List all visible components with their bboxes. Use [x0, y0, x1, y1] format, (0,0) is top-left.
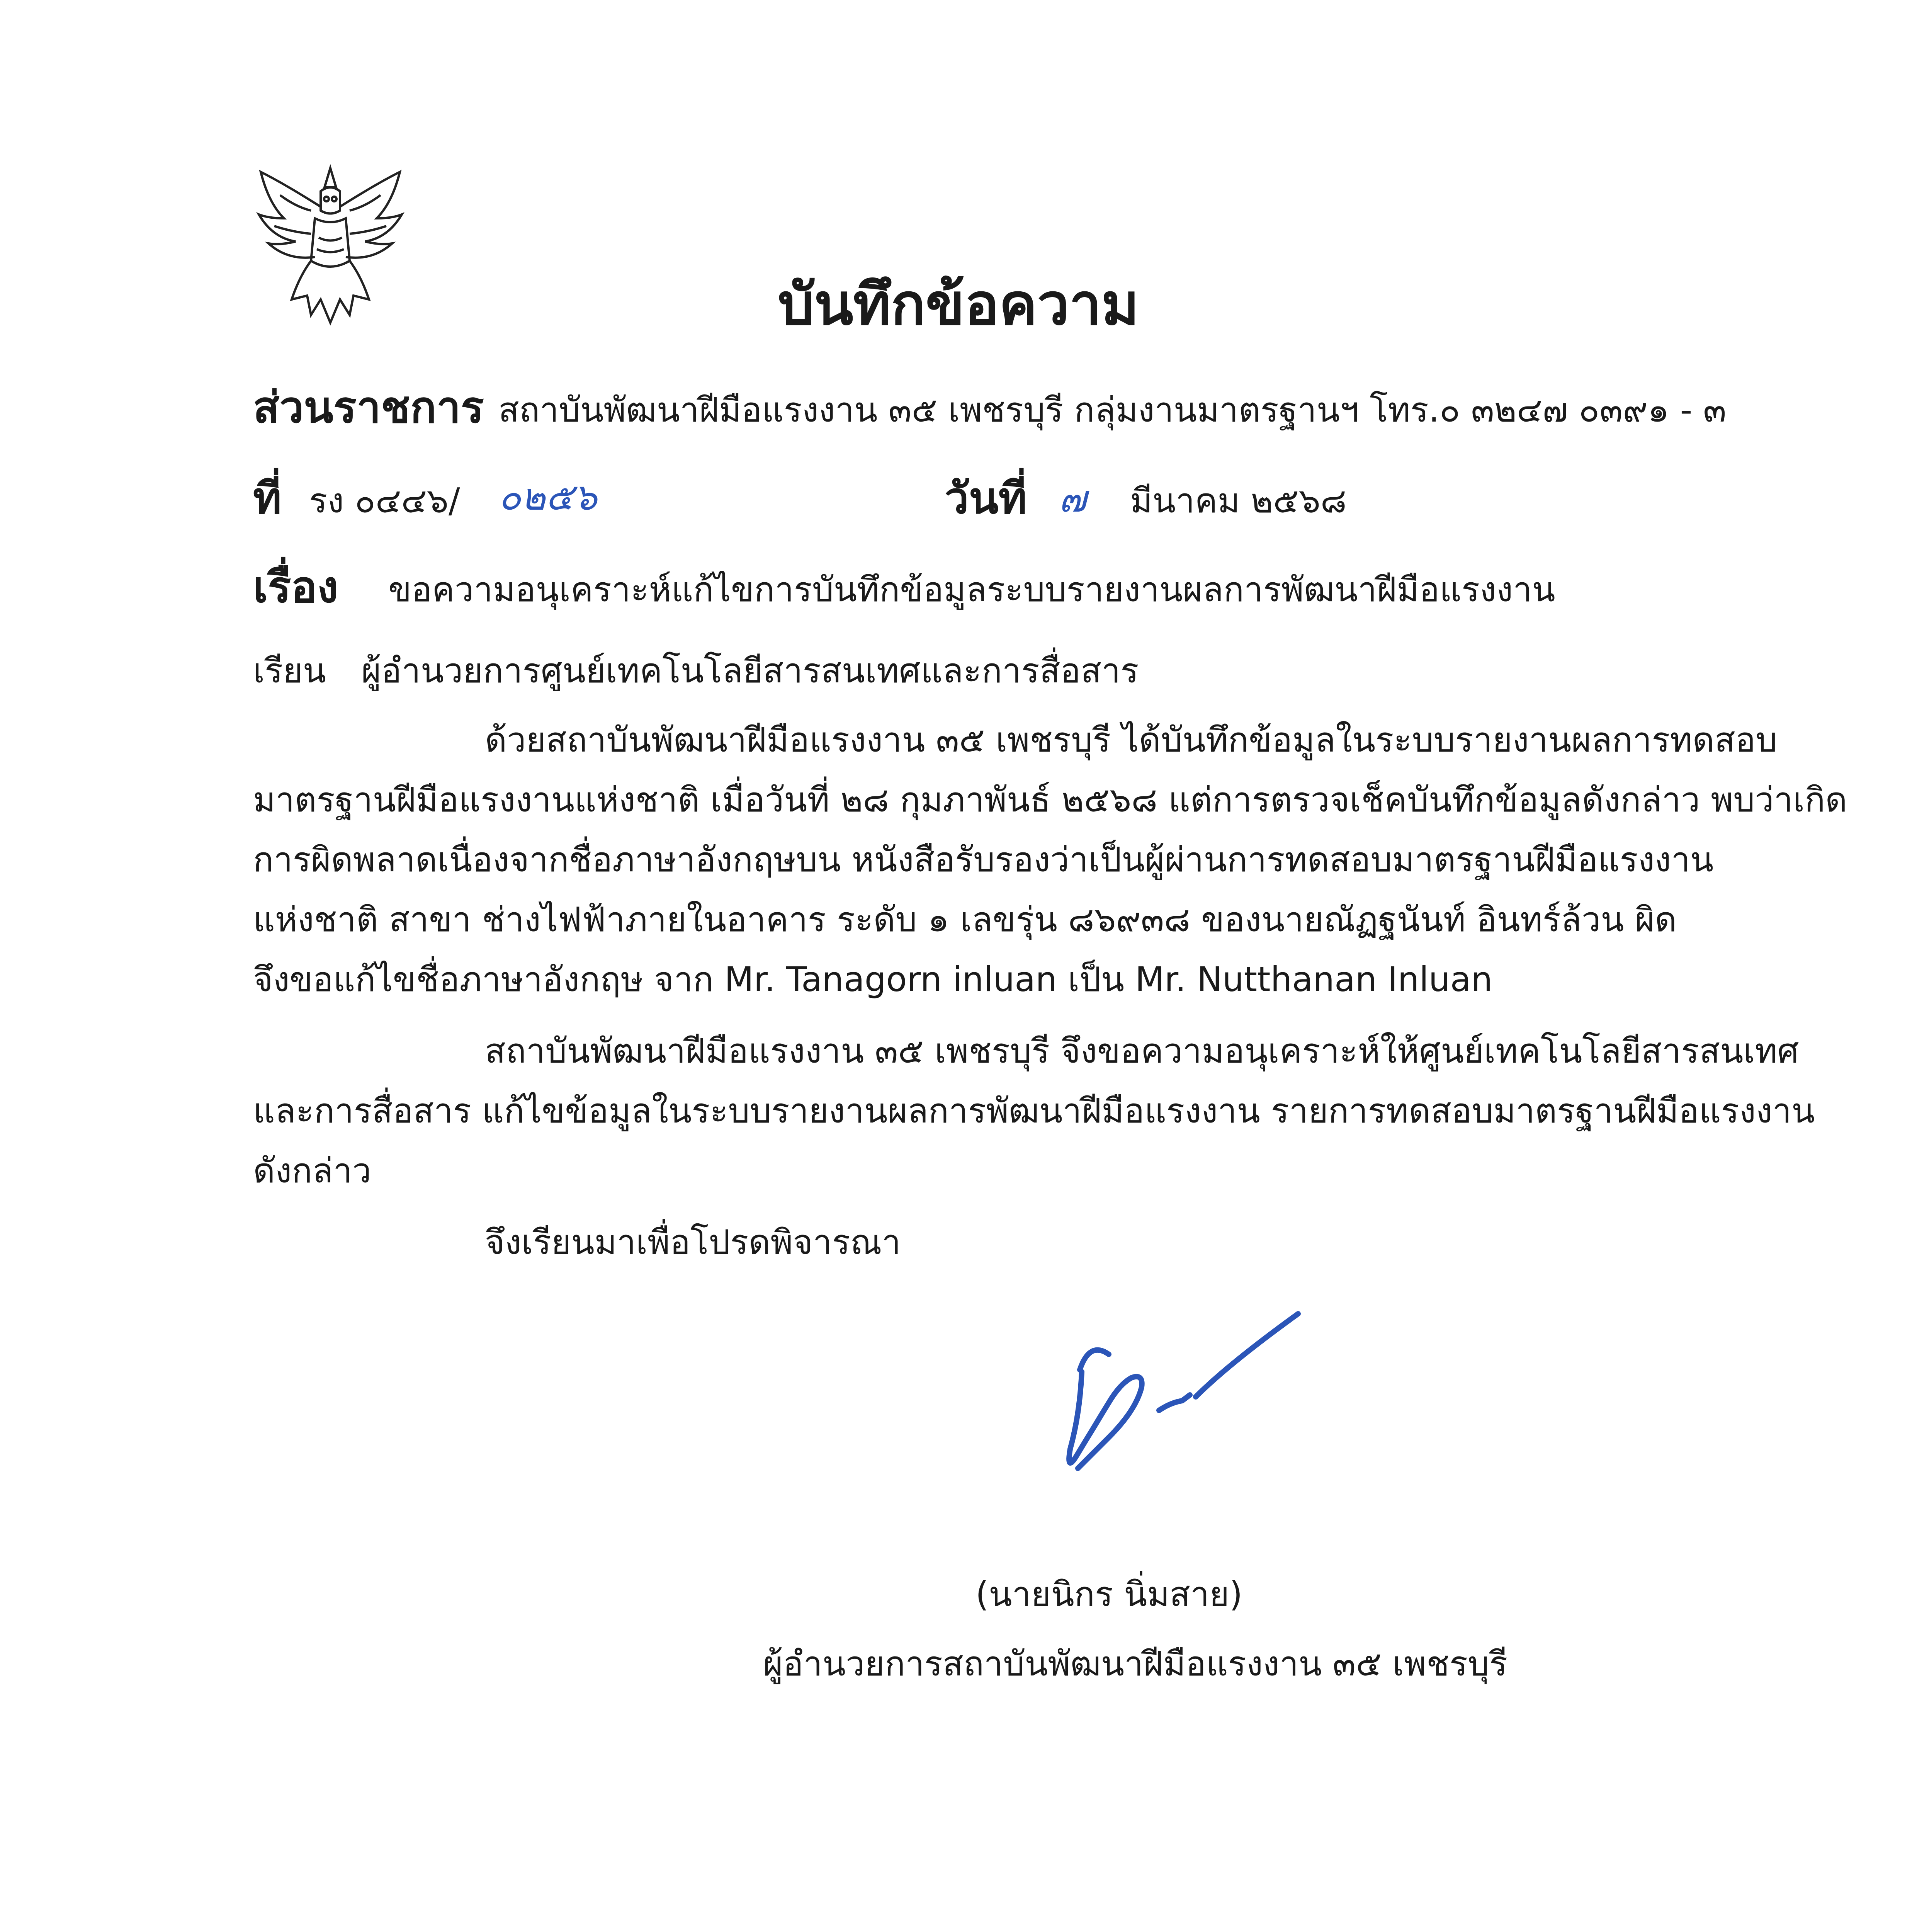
closing-line: จึงเรียนมาเพื่อโปรดพิจารณา — [485, 1222, 901, 1262]
body-p1-line-1: ด้วยสถาบันพัฒนาฝีมือแรงงาน ๓๕ เพชรบุรี ได้บันทึกข้อมูลในระบบรายงานผลการทดสอบ — [485, 720, 1778, 760]
ref-prefix: รง ๐๔๔๖/ — [309, 481, 460, 520]
signatory-position: ผู้อำนวยการสถาบันพัฒนาฝีมือแรงงาน ๓๕ เพชรบุรี — [763, 1644, 1508, 1684]
body-p2-line-3: ดังกล่าว — [253, 1151, 372, 1190]
body-p2-line-2: และการสื่อสาร แก้ไขข้อมูลในระบบรายงานผลการพัฒนาฝีมือแรงงาน รายการทดสอบมาตรฐานฝีมือแรงงาน — [253, 1091, 1815, 1131]
agency-label: ส่วนราชการ — [253, 383, 484, 433]
ref-handwritten-number: ๐๒๕๖ — [498, 475, 597, 519]
to-label: เรียน — [253, 651, 326, 690]
body-p1-line-5: จึงขอแก้ไขชื่อภาษาอังกฤษ จาก Mr. Tanagorn inluan เป็น Mr. Nutthanan Inluan — [253, 959, 1493, 999]
handwritten-signature — [1043, 1287, 1321, 1526]
memo-title: บันทึกข้อความ — [778, 271, 1139, 338]
body-p1-line-4: แห่งชาติ สาขา ช่างไฟฟ้าภายในอาคาร ระดับ ๑ เลขรุ่น ๘๖๙๓๘ ของนายณัฏฐนันท์ อินทร์ล้วน ผิด — [253, 900, 1677, 939]
signatory-name: (นายนิกร นิ่มสาย) — [975, 1574, 1243, 1614]
date-label: วันที่ — [945, 473, 1027, 524]
date-month-year: มีนาคม ๒๕๖๘ — [1130, 481, 1347, 520]
body-p2-line-1: สถาบันพัฒนาฝีมือแรงงาน ๓๕ เพชรบุรี จึงขอความอนุเคราะห์ให้ศูนย์เทคโนโลยีสารสนเทศ — [485, 1031, 1799, 1071]
agency-value: สถาบันพัฒนาฝีมือแรงงาน ๓๕ เพชรบุรี กลุ่มงานมาตรฐานฯ โทร.๐ ๓๒๔๗ ๐๓๙๑ - ๓ — [498, 390, 1727, 430]
subject-value: ขอความอนุเคราะห์แก้ไขการบันทึกข้อมูลระบบรายงานผลการพัฒนาฝีมือแรงงาน — [388, 570, 1555, 609]
ref-label: ที่ — [253, 473, 282, 524]
body-p1-line-2: มาตรฐานฝีมือแรงงานแห่งชาติ เมื่อวันที่ ๒๘ กุมภาพันธ์ ๒๕๖๘ แต่การตรวจเช็คบันทึกข้อมูลดังกล่าว พบว่าเกิด — [253, 780, 1847, 820]
to-value: ผู้อำนวยการศูนย์เทคโนโลยีสารสนเทศและการสื่อสาร — [361, 651, 1139, 690]
date-day-handwritten: ๗ — [1059, 477, 1087, 520]
body-p1-line-3: การผิดพลาดเนื่องจากชื่อภาษาอังกฤษบน หนังสือรับรองว่าเป็นผู้ผ่านการทดสอบมาตรฐานฝีมือแรงงาน — [253, 840, 1714, 879]
subject-label: เรื่อง — [253, 562, 338, 612]
